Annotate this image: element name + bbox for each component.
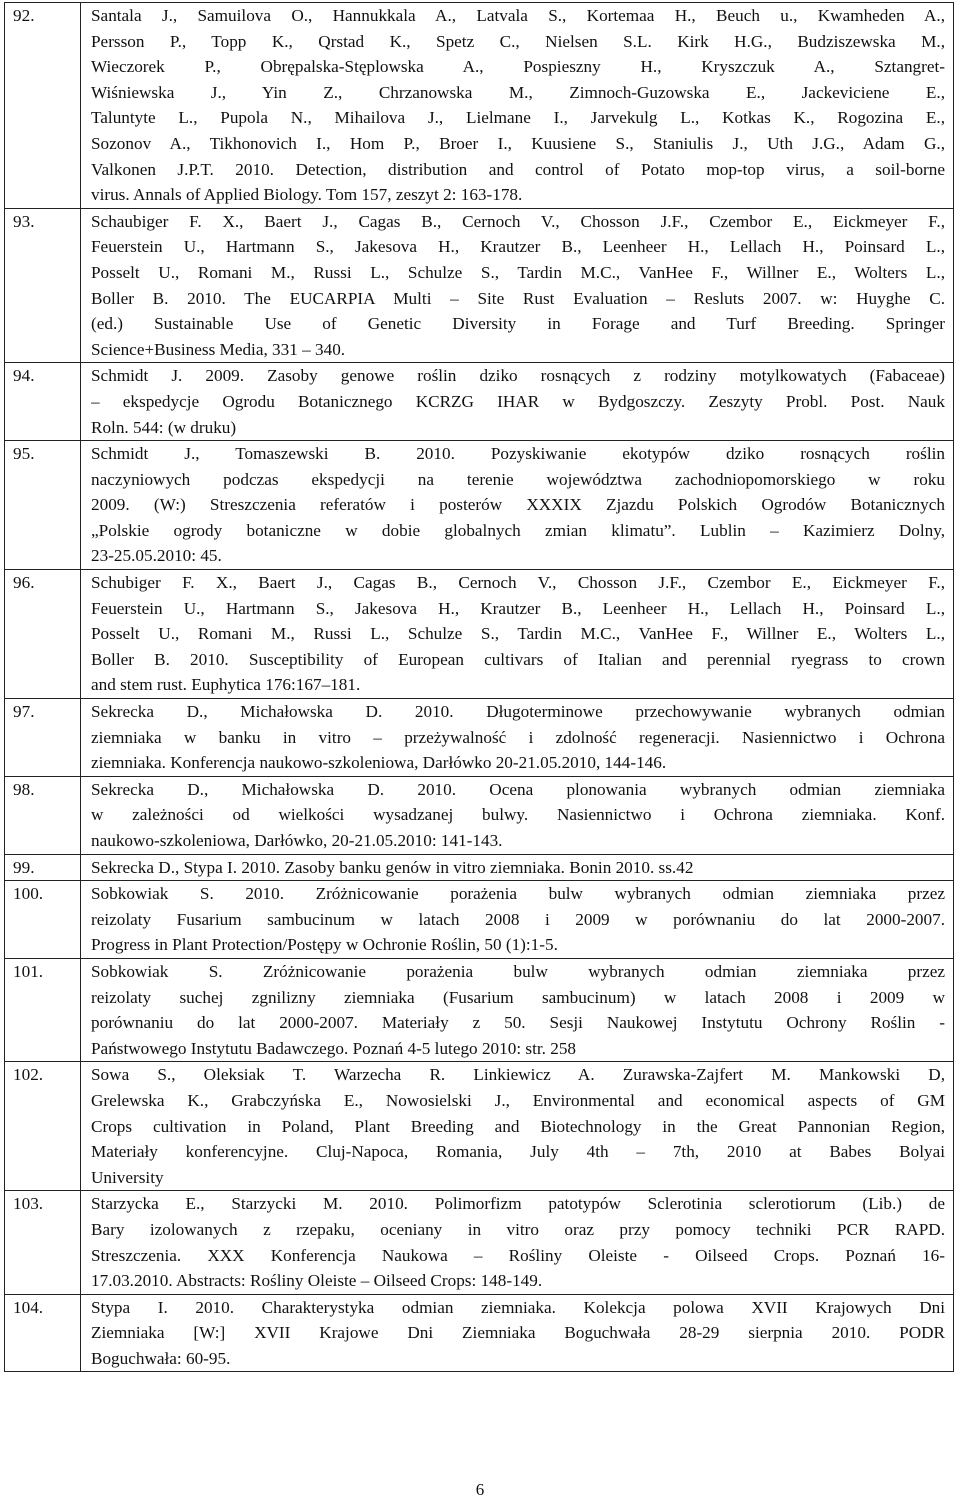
reference-text-line: Feuerstein U., Hartmann S., Jakesova H., Krautzer B., Leenheer H., Lellach H., Poinsard L., [91,598,945,618]
reference-number-cell [5,363,81,441]
reference-number-cell [5,3,81,209]
reference-number-cell [5,699,81,777]
reference-text-line: reizolaty suchej zgnilizny ziemniaka (Fusarium sambucinum) w latach 2008 i 2009 w [91,987,945,1007]
reference-text-line: Roln. 544: (w druku) [91,417,237,437]
reference-number-cell [5,570,81,699]
reference-text-line: Sekrecka D., Stypa I. 2010. Zasoby banku genów in vitro ziemniaka. Bonin 2010. ss.42 [91,857,694,877]
reference-number: 100. [13,884,44,904]
reference-text-line: Sobkowiak S. Zróżnicowanie porażenia bulw wybranych odmian ziemniaka przez [91,961,945,981]
reference-text-cell [81,854,954,881]
reference-row [5,958,954,1061]
reference-text-line: Sozonov A., Tikhonovich I., Hom P., Broer I., Kuusiene S., Staniulis J., Uth J.G., Adam G., [91,133,945,153]
reference-text-line: Schmidt J. 2009. Zasoby genowe roślin dziko rosnących z rodziny motylkowatych (Fabaceae) [91,366,945,386]
reference-text-cell [81,776,954,854]
reference-text-cell [81,570,954,699]
reference-text-line: and stem rust. Euphytica 176:167–181. [91,675,361,695]
reference-text-line: Sobkowiak S. 2010. Zróżnicowanie porażenia bulw wybranych odmian ziemniaka przez [91,884,945,904]
reference-text-line: 23-25.05.2010: 45. [91,546,222,566]
reference-number: 92. [13,6,35,25]
reference-number-cell [5,854,81,881]
reference-row [5,3,954,209]
reference-text-cell [81,958,954,1061]
reference-text-line: „Polskie ogrody botaniczne w dobie globalnych zmian klimatu”. Lublin – Kazimierz Dolny, [91,520,945,540]
reference-row [5,881,954,959]
reference-number: 103. [13,1194,44,1214]
reference-text-cell [81,699,954,777]
reference-text-line: Bary izolowanych z rzepaku, oceniany in vitro oraz przy pomocy techniki PCR RAPD. [91,1219,945,1239]
reference-text-line: Schmidt J., Tomaszewski B. 2010. Pozyskiwanie ekotypów dziko rosnących roślin [91,444,945,464]
reference-text-line: naczyniowych podczas ekspedycji na terenie województwa zachodniopomorskiego w roku [91,469,945,489]
reference-text-line: ziemniaka. Konferencja naukowo-szkoleniowa, Darłówko 20-21.05.2010, 144-146. [91,753,667,773]
reference-number-cell [5,1294,81,1372]
reference-number: 94. [13,366,35,386]
reference-text-line: Science+Business Media, 331 – 340. [91,339,346,359]
reference-number-cell [5,1191,81,1294]
reference-text-line: Valkonen J.P.T. 2010. Detection, distribution and control of Potato mop-top virus, a soil-borne [91,159,945,179]
reference-text-line: Wieczorek P., Obrępalska-Stęplowska A., Pospieszny H., Kryszczuk A., Sztangret- [91,57,945,77]
reference-number: 101. [13,961,44,981]
reference-text-line: Schaubiger F. X., Baert J., Cagas B., Cernoch V., Chosson J.F., Czembor E., Eickmeyer F., [91,211,945,231]
reference-text-line: Boller B. 2010. The EUCARPIA Multi – Site Rust Evaluation – Resluts 2007. w: Huyghe C. [91,288,945,308]
reference-text-cell [81,1191,954,1294]
reference-text-line: Materiały konferencyjne. Cluj-Napoca, Romania, July 4th – 7th, 2010 at Babes Bolyai [91,1142,945,1162]
reference-text-line: w zależności od wielkości wysadzanej bulwy. Nasiennictwo i Ochrona ziemniaka. Konf. [91,805,945,825]
reference-row [5,854,954,881]
reference-text-line: Posselt U., Romani M., Russi L., Schulze S., Tardin M.C., VanHee F., Willner E., Wolters L., [91,624,945,644]
reference-row [5,441,954,570]
reference-text-line: 2009. (W:) Streszczenia referatów i posterów XXXIX Zjazdu Polskich Ogrodów Botanicznych [91,495,945,515]
reference-number: 99. [13,857,35,877]
reference-text-line: Grelewska K., Grabczyńska E., Nowosielski J., Environmental and economical aspects of GM [91,1090,945,1110]
reference-text-line: Taluntyte L., Pupola N., Mihailova J., Lielmane I., Jarvekulg L., Kotkas K., Rogozina E., [91,108,945,128]
reference-text-line: Santala J., Samuilova O., Hannukkala A., Latvala S., Kortemaa H., Beuch u., Kwamheden A., [91,6,945,25]
reference-row [5,570,954,699]
reference-text-line: Sekrecka D., Michałowska D. 2010. Długoterminowe przechowywanie wybranych odmian [91,702,945,722]
reference-text-line: – ekspedycje Ogrodu Botanicznego KCRZG IHAR w Bydgoszczy. Zeszyty Probl. Post. Nauk [91,391,945,411]
reference-text-cell [81,1294,954,1372]
reference-number: 93. [13,211,35,231]
reference-text-line: Boller B. 2010. Susceptibility of European cultivars of Italian and perennial ryegrass to crown [91,649,945,669]
reference-text-cell [81,363,954,441]
reference-text-line: (ed.) Sustainable Use of Genetic Diversity in Forage and Turf Breeding. Springer [91,314,945,334]
reference-number-cell [5,958,81,1061]
reference-number-cell [5,776,81,854]
reference-text-cell [81,1062,954,1191]
reference-text-line: Crops cultivation in Poland, Plant Breeding and Biotechnology in the Great Pannonian Region, [91,1116,945,1136]
reference-text-line: ziemniaka w banku in vitro – przeżywalność i zdolność regeneracji. Nasiennictwo i Ochrona [91,727,945,747]
reference-text-line: naukowo-szkoleniowa, Darłówko, 20-21.05.2010: 141-143. [91,831,503,850]
reference-row [5,776,954,854]
reference-text-line: University [91,1167,164,1187]
reference-text-cell [81,3,954,209]
page-number: 6 [475,1480,485,1499]
reference-text-line: Posselt U., Romani M., Russi L., Schulze S., Tardin M.C., VanHee F., Willner E., Wolters L., [91,262,945,282]
reference-number-cell [5,881,81,959]
reference-row [5,1294,954,1372]
reference-row [5,363,954,441]
reference-row [5,699,954,777]
reference-text-line: Ziemniaka [W:] XVII Krajowe Dni Ziemniaka Boguchwała 28-29 sierpnia 2010. PODR [91,1323,945,1343]
reference-text-line: Państwowego Instytutu Badawczego. Poznań 4-5 lutego 2010: str. 258 [91,1038,577,1058]
reference-number: 104. [13,1297,44,1317]
reference-text-line: Sowa S., Oleksiak T. Warzecha R. Linkiewicz A. Zurawska-Zajfert M. Mankowski D, [91,1065,945,1085]
reference-list [5,3,954,1372]
reference-text-line: virus. Annals of Applied Biology. Tom 157, zeszyt 2: 163-178. [91,185,523,205]
reference-text-line: reizolaty Fusarium sambucinum w latach 2008 i 2009 w porównaniu do lat 2000-2007. [91,909,945,929]
reference-text-line: Boguchwała: 60-95. [91,1348,231,1368]
reference-row [5,1062,954,1191]
reference-number: 102. [13,1065,44,1085]
reference-table [4,2,954,1372]
reference-number-cell [5,1062,81,1191]
reference-text-line: Sekrecka D., Michałowska D. 2010. Ocena plonowania wybranych odmian ziemniaka [91,779,945,799]
reference-number-cell [5,441,81,570]
reference-text-line: porównaniu do lat 2000-2007. Materiały z 50. Sesji Naukowej Instytutu Ochrony Roślin - [91,1013,945,1033]
reference-text-line: Persson P., Topp K., Qrstad K., Spetz C., Nielsen S.L. Kirk H.G., Budziszewska M., [91,31,945,51]
reference-text-line: Wiśniewska J., Yin Z., Chrzanowska M., Zimnoch-Guzowska E., Jackeviciene E., [91,82,945,102]
reference-number: 96. [13,573,35,593]
reference-text-line: Streszczenia. XXX Konferencja Naukowa – Rośliny Oleiste - Oilseed Crops. Poznań 16- [91,1245,945,1265]
reference-number: 98. [13,779,35,799]
reference-text-cell [81,208,954,363]
reference-text-line: Feuerstein U., Hartmann S., Jakesova H., Krautzer B., Leenheer H., Lellach H., Poinsard L., [91,237,945,257]
reference-number: 95. [13,444,35,464]
reference-row [5,1191,954,1294]
reference-text-line: Starzycka E., Starzycki M. 2010. Polimorfizm patotypów Sclerotinia sclerotiorum (Lib.) de [91,1194,945,1214]
reference-number-cell [5,208,81,363]
reference-text-line: Progress in Plant Protection/Postępy w Ochronie Roślin, 50 (1):1-5. [91,935,558,955]
reference-text-line: 17.03.2010. Abstracts: Rośliny Oleiste – Oilseed Crops: 148-149. [91,1271,543,1291]
reference-text-line: Schubiger F. X., Baert J., Cagas B., Cernoch V., Chosson J.F., Czembor E., Eickmeyer F., [91,573,945,593]
reference-number: 97. [13,702,35,722]
reference-text-cell [81,441,954,570]
reference-text-cell [81,881,954,959]
reference-text-line: Stypa I. 2010. Charakterystyka odmian ziemniaka. Kolekcja polowa XVII Krajowych Dni [91,1297,945,1317]
reference-row [5,208,954,363]
